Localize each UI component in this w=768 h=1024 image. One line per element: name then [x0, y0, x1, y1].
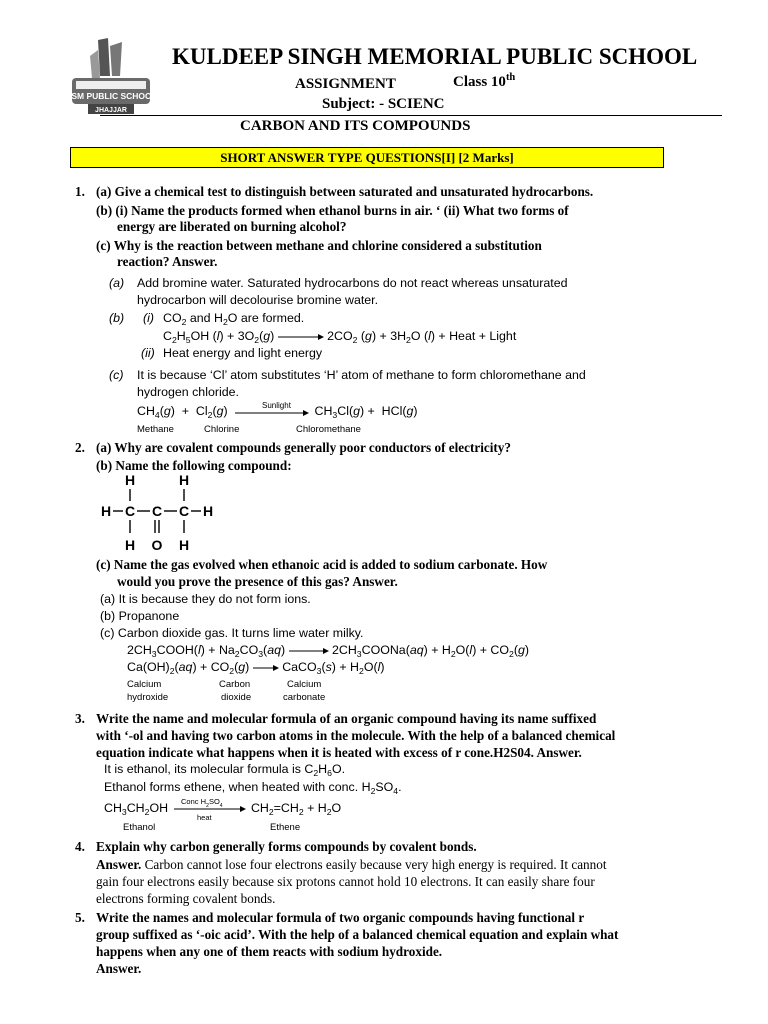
q1-part-b-line1: (b) (i) Name the products formed when ethanol burns in air. ‘ (ii) What two forms of: [96, 203, 569, 218]
q1-ans-b-i-label: (i): [143, 311, 155, 325]
svg-text:H: H: [124, 537, 136, 553]
q2-calcium-label: Calcium: [127, 679, 162, 690]
q5-line1: Write the names and molecular formula of two organic compounds having functional r: [96, 910, 585, 925]
q3-ans-line2: Ethanol forms ethene, when heated with conc. $H_2SO_4$.: [104, 780, 402, 796]
q2-hydroxide-label: hydroxide: [127, 692, 169, 703]
q3-line1: Write the name and molecular formula of an organic compound having its name suffixed: [96, 711, 597, 726]
q2-part-c-line2: would you prove the presence of this gas? Answer.: [117, 574, 398, 589]
q3-ans-equation: $CH_3CH_2OH$ $CH_2=CH_2 + H_2O$: [104, 801, 342, 817]
q3-heat-label: heat: [197, 813, 212, 822]
q1-methane-label: Methane: [137, 424, 174, 435]
school-logo: [65, 36, 157, 116]
svg-text:C: C: [178, 503, 190, 519]
q1-ans-b-i-text: $CO_2$ and $H_2O$ are formed.: [163, 311, 305, 327]
q1-number: 1.: [75, 184, 85, 199]
q2-ans-b: (b) Propanone: [100, 609, 180, 623]
q2-ans-c: (c) Carbon dioxide gas. It turns lime water milky.: [100, 626, 364, 640]
q2-number: 2.: [75, 440, 85, 455]
q3-number: 3.: [75, 711, 85, 726]
q1-ans-b-ii-label: (ii): [141, 346, 155, 360]
q1-part-c-line2: reaction? Answer.: [117, 254, 218, 269]
school-name: KULDEEP SINGH MEMORIAL PUBLIC SCHOOL: [172, 44, 698, 69]
q1-sunlight-label: Sunlight: [262, 401, 291, 410]
subject-label: Subject: - SCIENC: [322, 96, 445, 112]
q4-answer-line3: electrons forming covalent bonds.: [96, 891, 276, 906]
propanone-structure: [100, 470, 220, 558]
q2-part-c-line1: (c) Name the gas evolved when ethanoic acid is added to sodium carbonate. How: [96, 557, 548, 572]
q2-ans-c-equation1: $2CH_3COOH(l) + Na_2CO_3(aq)$ $2CH_3COONa(aq) + H_2O(l) + CO_2(g)$: [127, 643, 530, 659]
q1-ans-b-equation: $C_2H_5OH$ $(l) + 3O_2(g)$ $2CO_2$ $(g) + 3H_2O$ (l) + Heat + Light: [163, 329, 517, 345]
q2-part-b: (b) Name the following compound:: [96, 458, 292, 473]
q3-ans-line1: It is ethanol, its molecular formula is $C_2H_6O$.: [104, 762, 346, 778]
q1-part-a: (a) Give a chemical test to distinguish between saturated and unsaturated hydrocarbons.: [96, 184, 594, 199]
q1-ans-a-line1: Add bromine water. Saturated hydrocarbons do not react whereas unsaturated: [137, 276, 568, 290]
q5-number: 5.: [75, 910, 85, 925]
svg-text:H: H: [124, 472, 136, 488]
q1-ans-c-line1: It is because ‘Cl’ atom substitutes ‘H’ atom of methane to form chloromethane and: [137, 368, 586, 382]
q1-ans-c-line2: hydrogen chloride.: [137, 385, 239, 399]
q5-line2: group suffixed as ‘-oic acid’. With the help of a balanced chemical equation and explain what: [96, 927, 619, 942]
svg-text:KSM PUBLIC SCHOOL: KSM PUBLIC SCHOOL: [65, 91, 157, 101]
q4-question: Explain why carbon generally forms compounds by covalent bonds.: [96, 839, 477, 854]
svg-text:JHAJJAR: JHAJJAR: [95, 107, 127, 114]
section-banner: SHORT ANSWER TYPE QUESTIONS[I] [2 Marks]: [70, 147, 664, 168]
q1-ans-b-ii-text: Heat energy and light energy: [163, 346, 323, 360]
q5-answer-label: Answer.: [96, 961, 142, 976]
q1-ans-a-line2: hydrocarbon will decolourise bromine water.: [137, 293, 379, 307]
q2-ans-c-equation2: $Ca(OH)_2(aq) + CO_2(g)$ CaCO$_3$(s) + $H_2O(l)$: [127, 660, 385, 676]
q2-calcium2-label: Calcium: [287, 679, 322, 690]
svg-text:H: H: [202, 503, 214, 519]
q2-dioxide-label: dioxide: [221, 692, 252, 703]
svg-text:H: H: [100, 503, 112, 519]
svg-text:O: O: [151, 537, 163, 553]
chapter-title: CARBON AND ITS COMPOUNDS: [240, 118, 471, 134]
q2-ans-a: (a) It is because they do not form ions.: [100, 592, 311, 606]
q1-ans-a-label: (a): [109, 276, 125, 290]
assignment-label: ASSIGNMENT: [295, 76, 396, 92]
svg-text:H: H: [178, 537, 190, 553]
q1-part-b-line2: energy are liberated on burning alcohol?: [117, 219, 347, 234]
q4-number: 4.: [75, 839, 85, 854]
q1-part-c-line1: (c) Why is the reaction between methane and chlorine considered a substitution: [96, 238, 542, 253]
header-divider: [100, 115, 722, 116]
q5-line3: happens when any one of them reacts with sodium hydroxide.: [96, 944, 443, 959]
q1-ans-b-label: (b): [109, 311, 125, 325]
q1-ans-c-equation: $CH_4(g) + Cl_2(g) CH_3Cl(g) + HCl(g)$: [137, 404, 418, 420]
q3-ethanol-label: Ethanol: [123, 822, 156, 833]
q1-chloromethane-label: Chloromethane: [296, 424, 361, 435]
q3-conc-label: Conc $H_2SO_4$: [181, 797, 223, 809]
q3-line2: with ‘-ol and having two carbon atoms in the molecule. With the help of a balanced chemical: [96, 728, 616, 743]
q4-answer-line2: gain four electrons easily because six protons cannot hold 10 electrons. It can easily share four: [96, 874, 595, 889]
svg-text:C: C: [124, 503, 136, 519]
q2-carbonate-label: carbonate: [283, 692, 326, 703]
q4-answer-line1: Answer. Carbon cannot lose four electrons easily because very high energy is required. It cannot: [96, 857, 607, 872]
svg-text:C: C: [151, 503, 163, 519]
q2-part-a: (a) Why are covalent compounds generally poor conductors of electricity?: [96, 440, 511, 455]
q1-ans-c-label: (c): [109, 368, 124, 382]
q1-chlorine-label: Chlorine: [204, 424, 240, 435]
q2-carbon-label: Carbon: [219, 679, 251, 690]
class-label: Class 10th: [453, 72, 516, 90]
q3-ethene-label: Ethene: [270, 822, 301, 833]
svg-text:H: H: [178, 472, 190, 488]
q3-line3: equation indicate what happens when it is heated with excess of r cone.H2S04. Answer.: [96, 745, 582, 760]
